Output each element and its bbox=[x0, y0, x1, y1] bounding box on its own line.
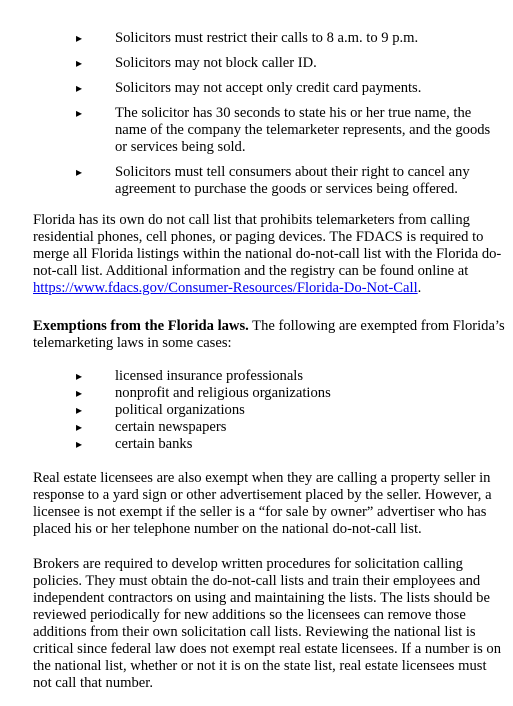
exemptions-heading: Exemptions from the Florida laws. bbox=[33, 318, 249, 334]
florida-paragraph-suffix: . bbox=[417, 280, 422, 296]
list-item-text: political organizations bbox=[115, 402, 245, 418]
exemptions-list bbox=[0, 368, 513, 453]
bullet-arrow-icon: ▸ bbox=[76, 386, 83, 400]
bullet-arrow-icon: ▸ bbox=[76, 403, 83, 417]
list-item bbox=[0, 80, 513, 97]
list-item-text: Solicitors must tell consumers about their right to cancel any agreement to purchase the goods or services being offered. bbox=[115, 164, 470, 197]
bullet-arrow-icon: ▸ bbox=[76, 81, 83, 95]
list-item bbox=[0, 402, 513, 419]
list-item-text: Solicitors must restrict their calls to 8 a.m. to 9 p.m. bbox=[115, 30, 419, 46]
list-item bbox=[0, 55, 513, 72]
exemptions-intro: The following are exempted from Florida’s telemarketing laws in some cases: bbox=[33, 318, 505, 351]
solicitor-rules-list bbox=[0, 30, 513, 198]
exemptions-paragraph bbox=[33, 318, 508, 352]
florida-paragraph-text: Florida has its own do not call list that prohibits telemarketers from calling residential phones, cell phones, or paging devices. The FDACS is required to merge all Florida listings within the national do-not-call list with the Florida do-not-call list. Additional information and the registry can be found online at bbox=[33, 212, 502, 279]
list-item-text: certain banks bbox=[115, 436, 193, 452]
list-item bbox=[0, 368, 513, 385]
list-item bbox=[0, 436, 513, 453]
bullet-arrow-icon: ▸ bbox=[76, 369, 83, 383]
bullet-arrow-icon: ▸ bbox=[76, 420, 83, 434]
bullet-arrow-icon: ▸ bbox=[76, 437, 83, 451]
bullet-arrow-icon: ▸ bbox=[76, 106, 83, 120]
florida-do-not-call-paragraph bbox=[33, 212, 508, 297]
list-item bbox=[0, 385, 513, 402]
list-item bbox=[0, 419, 513, 436]
list-item bbox=[0, 164, 513, 198]
list-item-text: Solicitors may not accept only credit card payments. bbox=[115, 80, 422, 96]
list-item-text: The solicitor has 30 seconds to state his or her true name, the name of the company the telemarketer represents, and the goods or services being sold. bbox=[115, 105, 491, 155]
bullet-arrow-icon: ▸ bbox=[76, 31, 83, 45]
brokers-procedures-paragraph: Brokers are required to develop written procedures for solicitation calling policies. They must obtain the do-not-call lists and train their employees and independent contractors on using and maintaining the lists. The lists should be reviewed periodically for new additions so the licensees can remove those additions from their own solicitation call lists. Reviewing the national list is critical since federal law does not exempt real estate licensees. If a number is on the national list, whether or not it is on the state list, real estate licensees must not call that number. bbox=[33, 556, 502, 691]
list-item-text: licensed insurance professionals bbox=[115, 368, 304, 384]
bullet-arrow-icon: ▸ bbox=[76, 165, 83, 179]
real-estate-exemption-paragraph: Real estate licensees are also exempt when they are calling a property seller in response to a yard sign or other advertisement placed by the seller. However, a licensee is not exempt if the seller is a “for sale by owner” advertiser who has placed his or her telephone number on the national do-not-call list. bbox=[33, 470, 492, 537]
list-item-text: certain newspapers bbox=[115, 419, 227, 435]
list-item bbox=[0, 30, 513, 47]
list-item-text: Solicitors may not block caller ID. bbox=[115, 55, 317, 71]
fdacs-link[interactable]: https://www.fdacs.gov/Consumer-Resources/Florida-Do-Not-Call bbox=[33, 280, 418, 296]
list-item-text: nonprofit and religious organizations bbox=[115, 385, 331, 401]
bullet-arrow-icon: ▸ bbox=[76, 56, 83, 70]
list-item bbox=[0, 105, 513, 156]
